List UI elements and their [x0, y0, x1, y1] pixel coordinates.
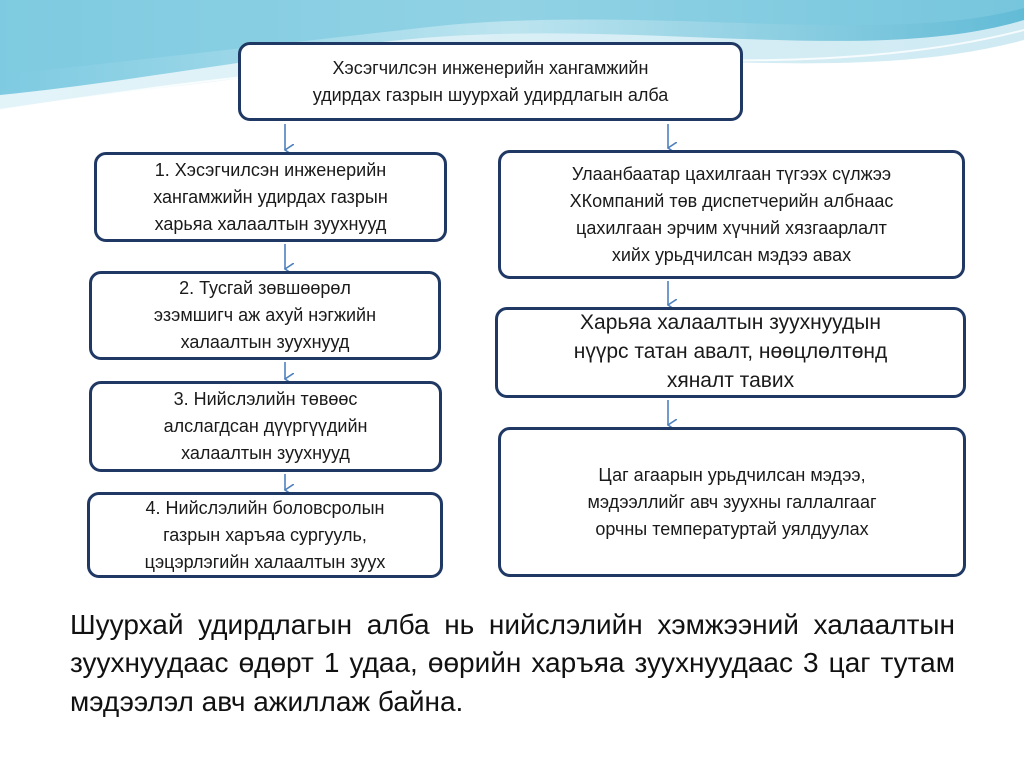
left-box-2-text: 2. Тусгай зөвшөөрөл эзэмшигч аж ахуй нэгжийн халаалтын зуухнууд	[153, 278, 377, 352]
left-box-1	[94, 152, 447, 242]
left-box-4	[87, 492, 443, 578]
summary-paragraph: Шуурхай удирдлагын алба нь нийслэлийн хэмжээний халаалтын зуухнуудаас өдөрт 1 удаа, өөрийн харъяа зуухнуудаас 3 цаг тутам мэдээлэл авч ажиллаж байна.	[70, 609, 955, 717]
top-box-text: Хэсэгчилсэн инженерийн хангамжийн удирдах газрын шуурхай удирдлагын алба	[312, 57, 669, 105]
right-box-2-text: Харьяа халаалтын зуухнуудын нүүрс татан авалт, нөөцлөлтөнд хяналт тавих	[573, 311, 888, 392]
right-box-3	[498, 427, 966, 577]
left-box-3-text: 3. Нийслэлийн төвөөс алслагдсан дүүргүүдийн халаалтын зуухнууд	[163, 389, 368, 463]
left-box-4-text: 4. Нийслэлийн боловсролын газрын харъяа сургууль, цэцэрлэгийн халаалтын зуух	[144, 497, 386, 572]
top-box-dispatch-office	[238, 42, 743, 121]
right-box-2	[495, 307, 966, 398]
right-box-1-text: Улаанбаатар цахилгаан түгээх сүлжээ ХКомпаний төв диспетчерийн албнаас цахилгаан эрчим хүчний хязгаарлалт хийх урьдчилсан мэдээ авах	[569, 163, 894, 265]
right-box-1	[498, 150, 965, 279]
left-box-1-text: 1. Хэсэгчилсэн инженерийн хангамжийн удирдах газрын харьяа халаалтын зуухнууд	[153, 159, 388, 234]
left-box-2	[89, 271, 441, 360]
left-box-3	[89, 381, 442, 472]
right-box-3-text: Цаг агаарын урьдчилсан мэдээ, мэдээллийг авч зуухны галлалгааг орчны температуртай уялдуулах	[587, 464, 877, 539]
